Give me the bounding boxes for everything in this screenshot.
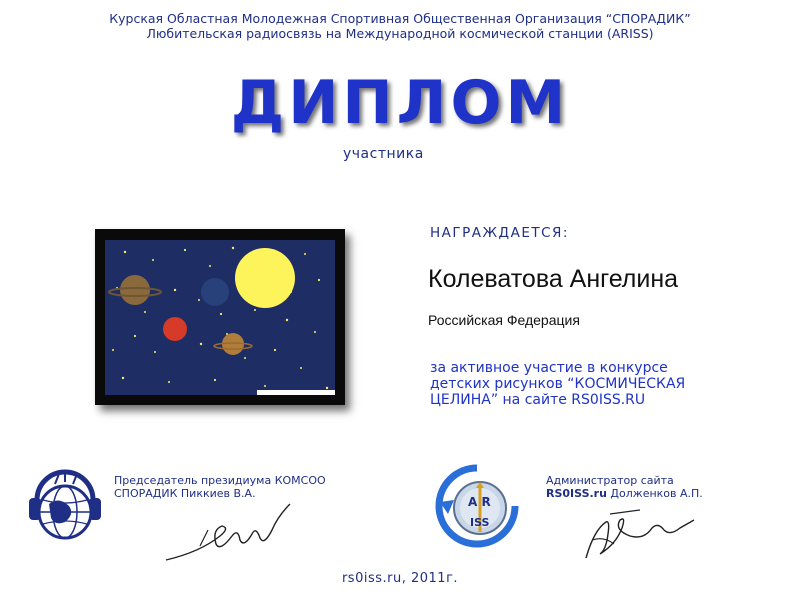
footer-site-year: rs0iss.ru, 2011г.: [341, 571, 459, 586]
admin-signature-block: [546, 474, 703, 500]
diploma-subtitle: участника: [343, 146, 424, 162]
chairman-name: СПОРАДИК Пиккиев В.А.: [114, 487, 256, 500]
chairman-signature: [160, 500, 300, 569]
award-reason-line: ЦЕЛИНА” на сайте RS0ISS.RU: [430, 392, 646, 408]
admin-title: Администратор сайта: [546, 474, 674, 487]
award-reason-line: детских рисунков “КОСМИЧЕСКАЯ: [430, 376, 686, 392]
awarded-label: НАГРАЖДАЕТСЯ:: [430, 225, 569, 241]
award-reason-line: за активное участие в конкурсе: [430, 360, 668, 376]
award-reason: [430, 360, 770, 408]
diploma-title: ДИПЛОМ: [230, 68, 570, 138]
child-painting-frame: [95, 229, 345, 405]
ariss-logo-text: A R: [468, 495, 491, 509]
recipient-country: Российская Федерация: [428, 312, 580, 328]
globe-headphones-icon: [25, 460, 105, 554]
ariss-logo-text: ISS: [470, 516, 490, 529]
admin-name: Долженков А.П.: [606, 487, 703, 500]
organization-name: Курская Областная Молодежная Спортивная Общественная Организация “СПОРАДИК”: [109, 11, 691, 26]
admin-site: RS0ISS.ru: [546, 487, 607, 500]
ariss-iss-icon: [432, 462, 522, 556]
chairman-signature-block: [114, 474, 326, 500]
space-painting: [105, 240, 335, 395]
recipient-name: Колеватова Ангелина: [428, 265, 679, 293]
admin-signature: [580, 500, 700, 569]
chairman-title: Председатель президиума КОМСОО: [114, 474, 326, 487]
program-name: Любительская радиосвязь на Международной космической станции (ARISS): [146, 26, 654, 41]
